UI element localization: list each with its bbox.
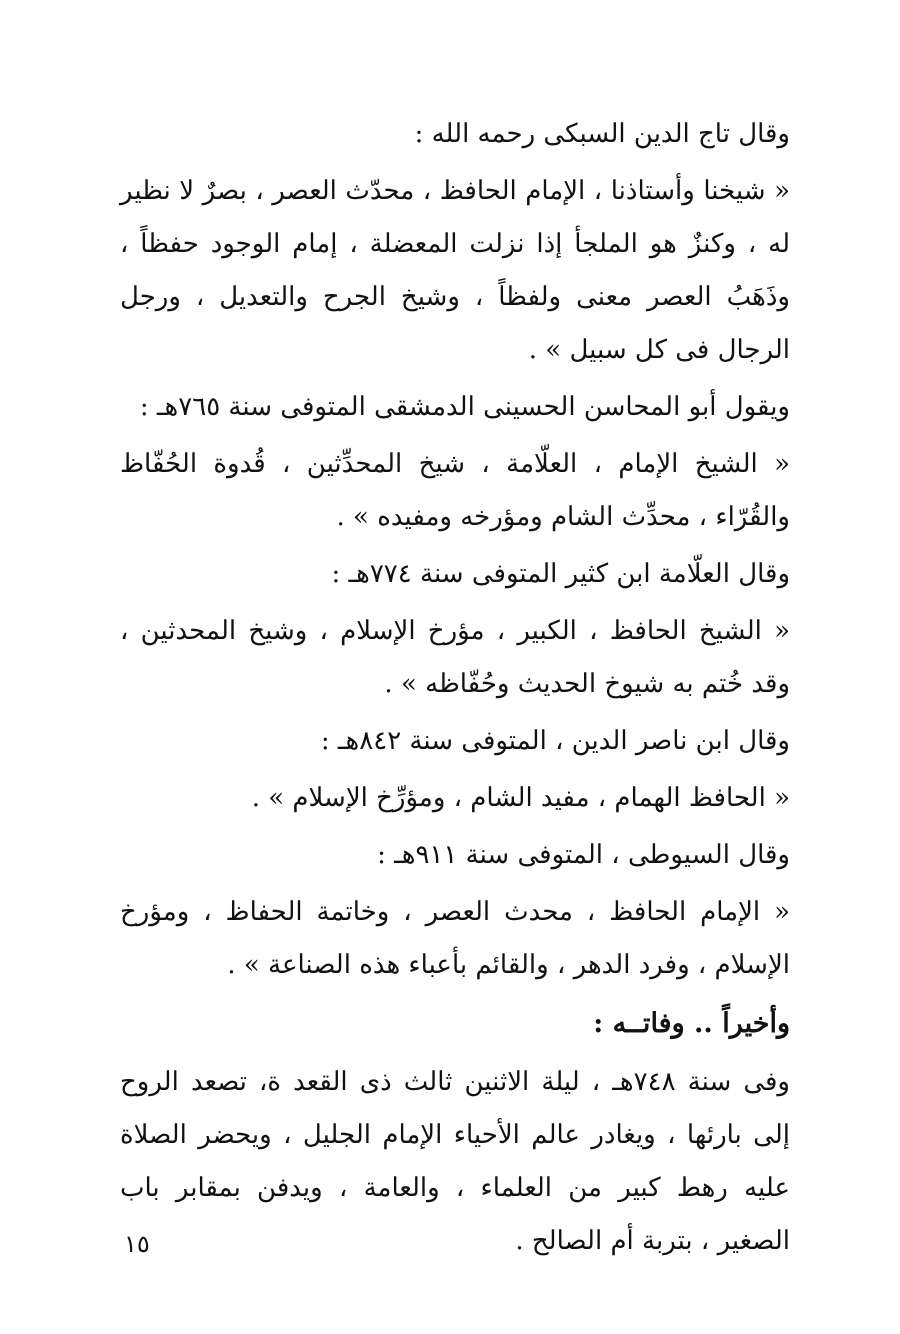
quote-ibn-nasir: « الحافظ الهمام ، مفيد الشام ، ومؤرِّخ الإسلام » . [251,783,790,813]
quote-suyuti: « الإمام الحافظ ، محدث العصر ، وخاتمة الحفاظ ، ومؤرخ الإسلام ، وفرد الدهر ، والقائم بأعباء هذه الصناعة » . [120,897,790,980]
quote-intro-suyuti: وقال السيوطى ، المتوفى سنة ٩١١هـ : [377,840,790,870]
quote-subki: « شيخنا وأستاذنا ، الإمام الحافظ ، محدّث العصر ، بصرٌ لا نظير له ، وكنزٌ هو الملجأ إذا نزلت المعضلة ، إمام الوجود حفظاً ، وذَهَبُ العصر معنى ولفظاً ، وشيخ الجرح والتعديل ، ورجل الرجال فى كل سبيل » . [120,176,790,365]
quote-intro-husayni: ويقول أبو المحاسن الحسينى الدمشقى المتوفى سنة ٧٦٥هـ : [139,392,790,422]
quote-ibn-kathir: « الشيخ الحافظ ، الكبير ، مؤرخ الإسلام ، وشيخ المحدثين ، وقد خُتم به شيوخ الحديث وحُفّاظه » . [120,616,790,699]
closing-paragraph: وفى سنة ٧٤٨هـ ، ليلة الاثنين ثالث ذى القعد ة، تصعد الروح إلى بارئها ، ويغادر عالم الأحياء الإمام الجليل ، ويحضر الصلاة عليه رهط كبير من العلماء ، والعامة ، ويدفن بمقابر باب الصغير ، بتربة أم الصالح . [120,1067,790,1256]
quote-intro-subki: وقال تاج الدين السبكى رحمه الله : [414,119,790,149]
page-body [120,108,790,1268]
quote-husayni: « الشيخ الإمام ، العلّامة ، شيخ المحدِّثين ، قُدوة الحُفّاظ والقُرّاء ، محدِّث الشام ومؤرخه ومفيده » . [120,449,790,532]
section-heading-death: وأخيراً .. وفاتــه : [593,1008,790,1039]
page-number: ١٥ [124,1230,150,1258]
quote-intro-ibn-nasir: وقال ابن ناصر الدين ، المتوفى سنة ٨٤٢هـ : [320,726,790,756]
quote-intro-ibn-kathir: وقال العلّامة ابن كثير المتوفى سنة ٧٧٤هـ : [331,559,790,589]
